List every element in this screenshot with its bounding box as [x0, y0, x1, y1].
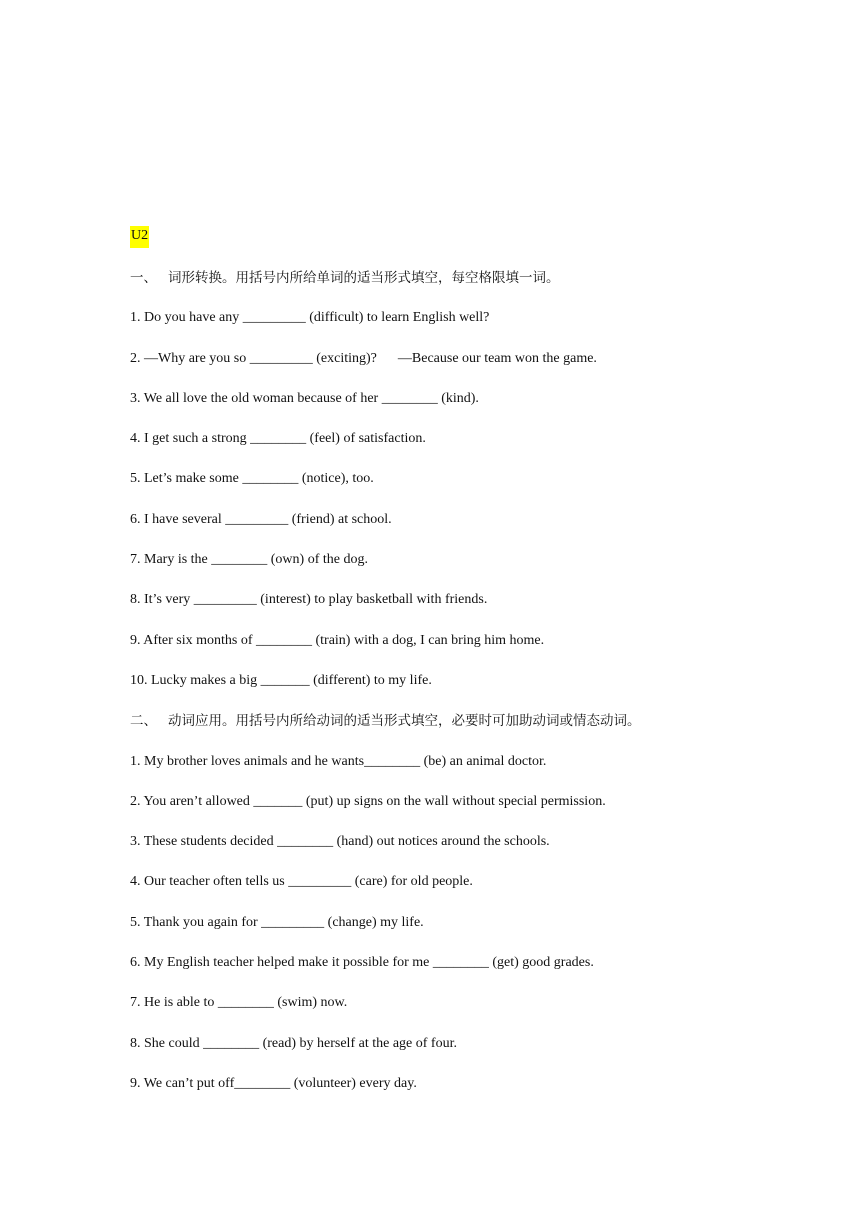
section2-question-8: 8. She could ________ (read) by herself at the age of four. — [130, 1035, 457, 1051]
section2-title: 动词应用。用括号内所给动词的适当形式填空，必要时可加助动词或情态动词。 — [168, 713, 641, 730]
section1-question-10: 10. Lucky makes a big _______ (different) to my life. — [130, 672, 432, 688]
section1-question-4: 4. I get such a strong ________ (feel) of satisfaction. — [130, 431, 426, 447]
section2-question-7: 7. He is able to ________ (swim) now. — [130, 995, 348, 1011]
section2-question-6: 6. My English teacher helped make it possible for me ________ (get) good grades. — [130, 955, 594, 971]
section1-title: 词形转换。用括号内所给单词的适当形式填空，每空格限填一词。 — [168, 270, 560, 286]
section2-question-1: 1. My brother loves animals and he wants________ (be) an animal doctor. — [130, 753, 547, 769]
section2-question-2: 2. You aren’t allowed _______ (put) up signs on the wall without special permission. — [130, 793, 606, 809]
worksheet-content — [130, 226, 770, 1114]
section2-question-5: 5. Thank you again for _________ (change) my life. — [130, 914, 424, 930]
section1-heading — [130, 268, 770, 308]
section2-heading — [130, 711, 770, 751]
section1-question-6: 6. I have several _________ (friend) at school. — [130, 511, 392, 527]
section2-number: 二、 — [130, 713, 157, 730]
section1-question-2: 2. —Why are you so _________ (exciting)? —Because our team won the game. — [130, 350, 597, 366]
section1-question-5: 5. Let’s make some ________ (notice), too. — [130, 471, 374, 487]
unit-label: U2 — [130, 226, 149, 248]
section1-question-7: 7. Mary is the ________ (own) of the dog. — [130, 552, 368, 568]
section2-question-4: 4. Our teacher often tells us _________ (care) for old people. — [130, 874, 473, 890]
section1-question-3: 3. We all love the old woman because of her ________ (kind). — [130, 390, 479, 406]
section2-question-3: 3. These students decided ________ (hand) out notices around the schools. — [130, 834, 550, 850]
section1-question-1: 1. Do you have any _________ (difficult) to learn English well? — [130, 310, 490, 326]
section2-question-9: 9. We can’t put off________ (volunteer) every day. — [130, 1075, 417, 1091]
section1-question-9: 9. After six months of ________ (train) with a dog, I can bring him home. — [130, 632, 545, 648]
section1-number: 一、 — [130, 270, 157, 286]
section1-question-8: 8. It’s very _________ (interest) to play basketball with friends. — [130, 592, 488, 608]
